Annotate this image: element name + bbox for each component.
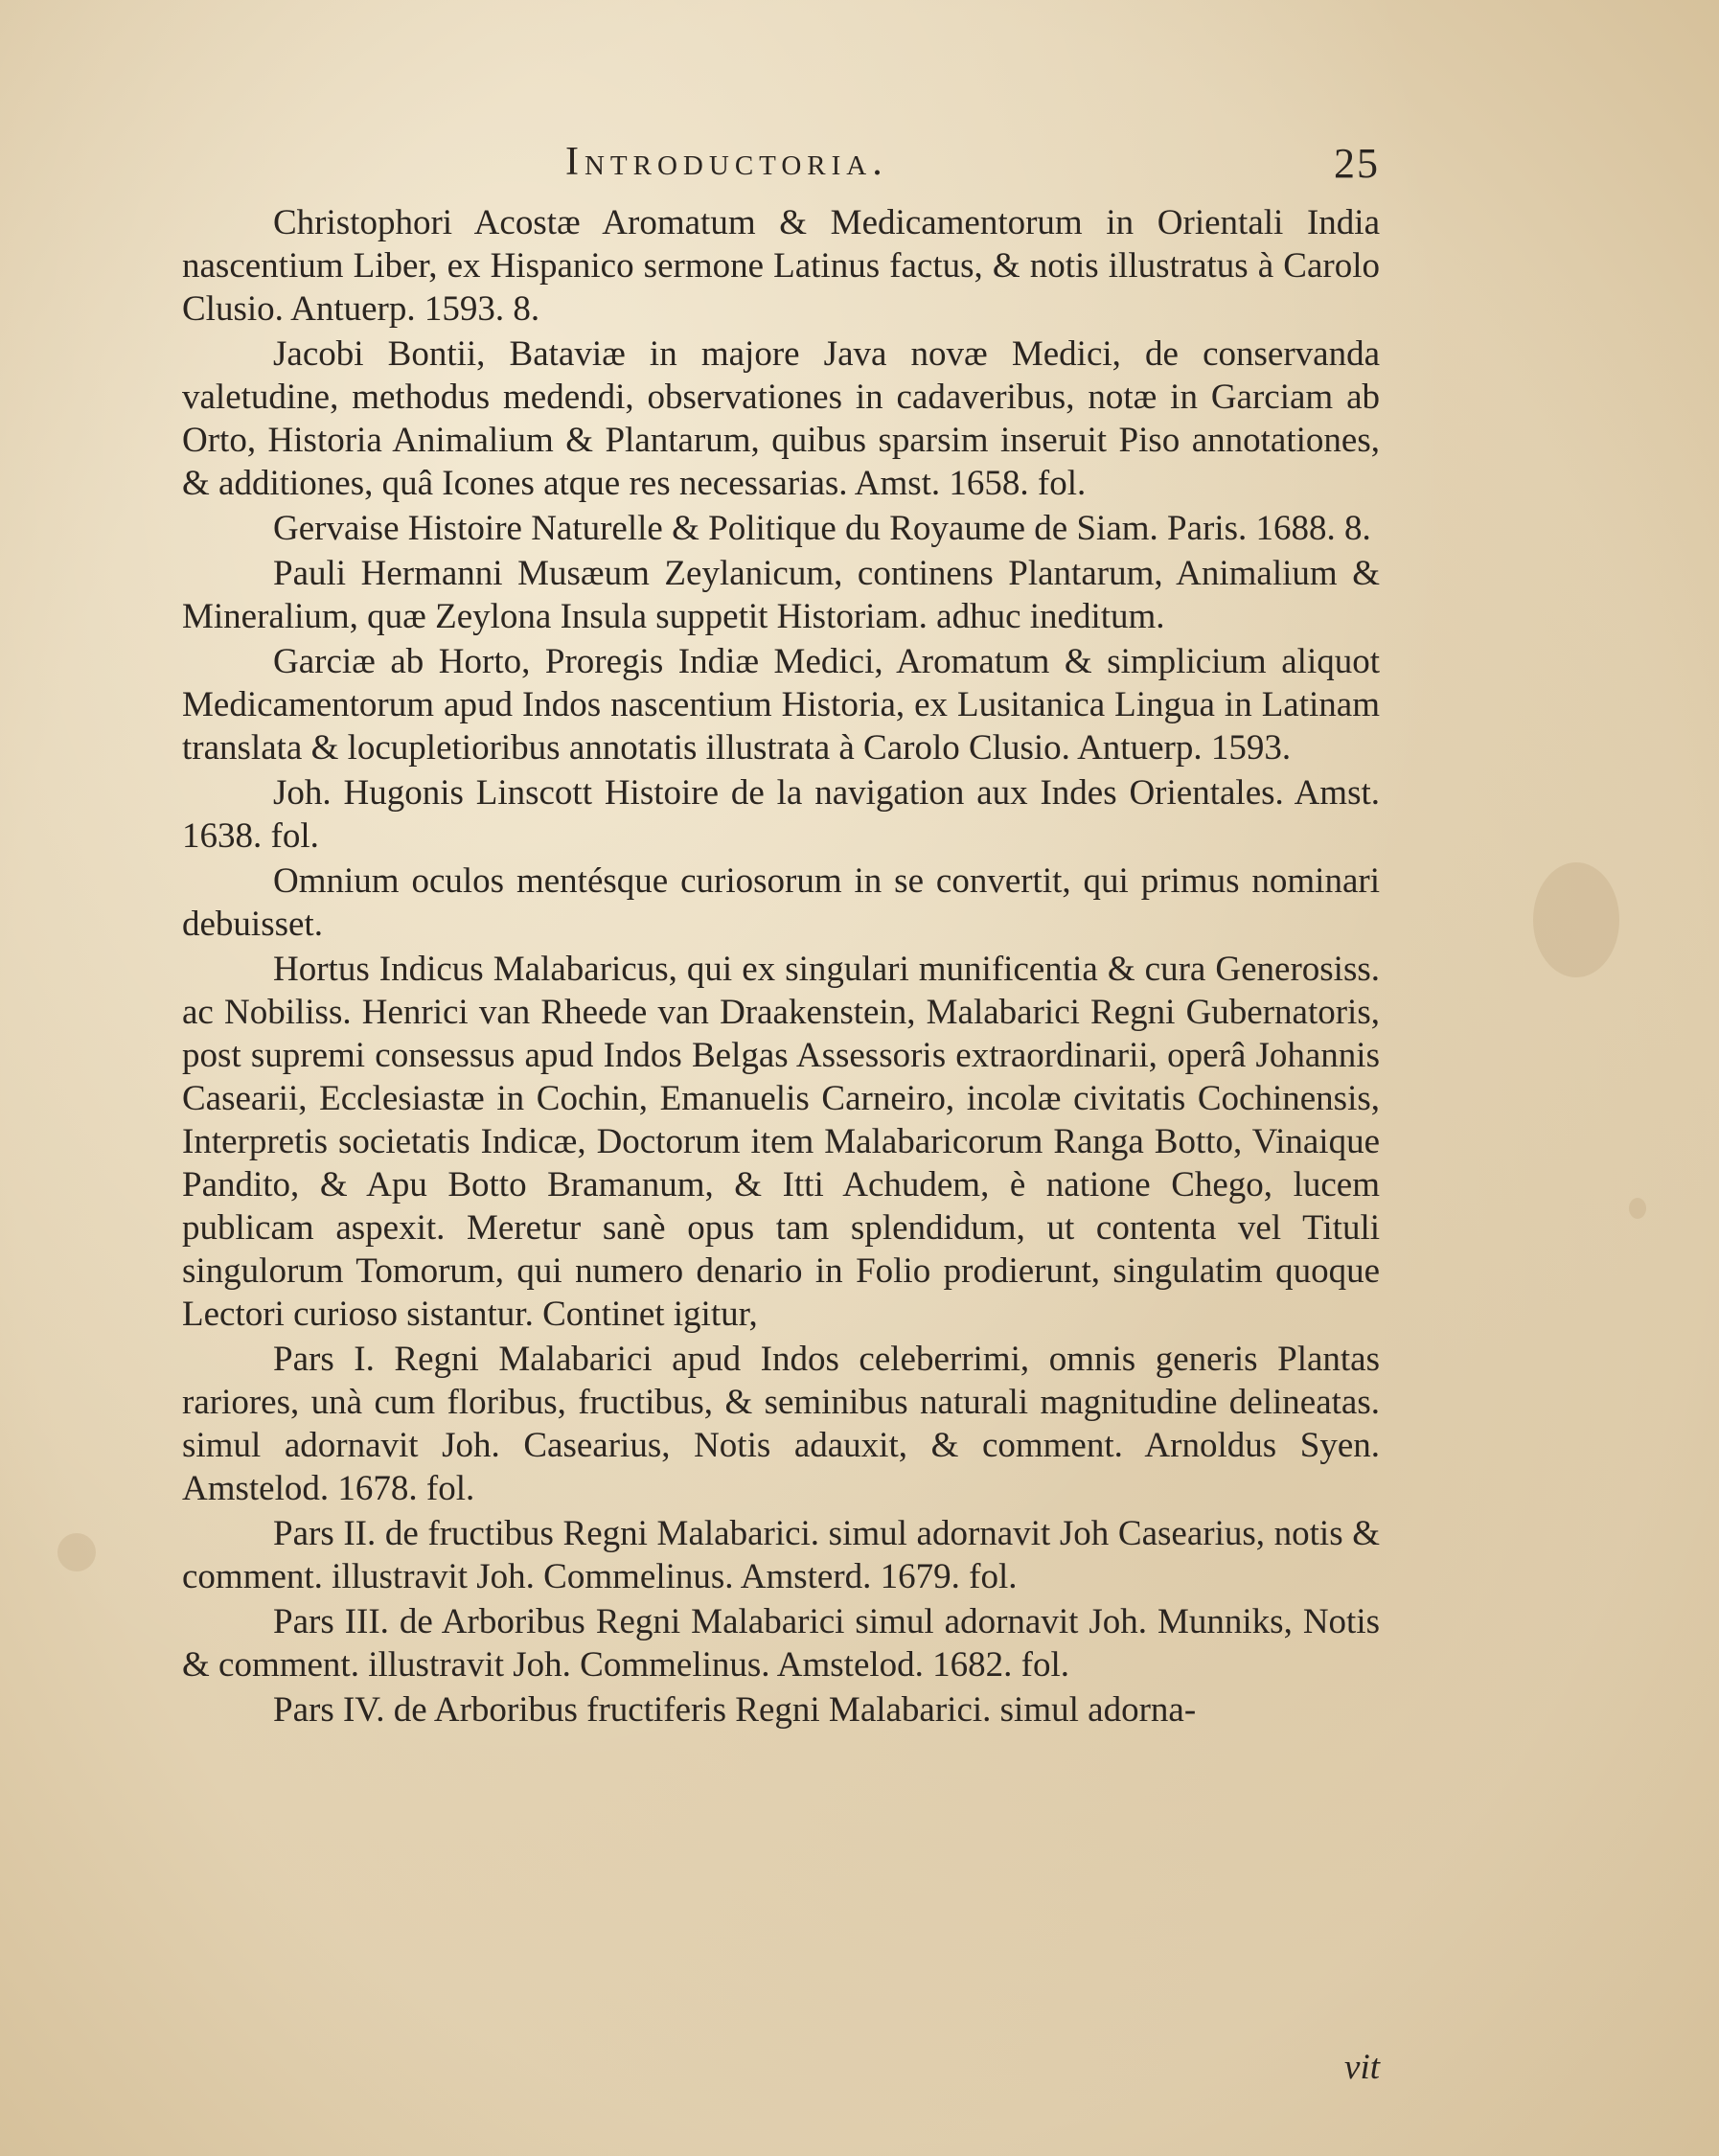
paragraph-pars-1: Pars I. Regni Malabarici apud Indos celeberrimi, omnis generis Plantas rariores, unà cum floribus, fructibus, & seminibus naturali magnitudine delineatas. simul adornavit Joh. Casearius, Notis adauxit, & comment. Arnoldus Syen. Amstelod. 1678. fol. — [182, 1340, 1380, 1508]
paragraph-pars-4: Pars IV. de Arboribus fructiferis Regni Malabarici. simul adorna- — [273, 1690, 1197, 1730]
paragraph-linscott: Joh. Hugonis Linscott Histoire de la navigation aux Indes Orientales. Amst. 1638. fol. — [182, 773, 1380, 856]
paragraph-hortus: Hortus Indicus Malabaricus, qui ex singulari munificentia & cura Generosiss. ac Nobiliss. Henrici van Rheede van Draakenstein, Malabarici Regni Gubernatoris, post supremi consessus apud Indos Belgas Assessoris extraordinarii, operâ Johannis Casearii, Ecclesiastæ in Cochin, Emanuelis Carneiro, incolæ civitatis Cochinensis, Interpretis societatis Indicæ, Doctorum item Malabaricorum Ranga Botto, Vinaique Pandito, & Apu Botto Bramanum, & Itti Achudem, è natione Chego, lucem publicam aspexit. Meretur sanè opus tam splendidum, ut contenta vel Tituli singulorum Tomorum, qui numero denario in Folio prodierunt, singulatim quoque Lectori curioso sistantur. Continet igitur, — [182, 950, 1380, 1334]
paper-stain — [1629, 1198, 1646, 1219]
catchword: vit — [1344, 2048, 1380, 2087]
paragraph-bontius: Jacobi Bontii, Bataviæ in majore Java novæ Medici, de conservanda valetudine, methodus medendi, observationes in cadaveribus, notæ in Garciam ab Orto, Historia Animalium & Plantarum, quibus sparsim inseruit Piso annotationes, & additiones, quâ Icones atque res necessarias. Amst. 1658. fol. — [182, 334, 1380, 503]
page-header-title: Introductoria. — [565, 140, 888, 184]
paragraph-garcia: Garciæ ab Horto, Proregis Indiæ Medici, Aromatum & simplicium aliquot Medicamentorum apud Indos nascentium Historia, ex Lusitanica Lingua in Latinam translata & locupletioribus annotatis illustrata à Carolo Clusio. Antuerp. 1593. — [182, 642, 1380, 768]
paragraph-gervaise: Gervaise Histoire Naturelle & Politique du Royaume de Siam. Paris. 1688. 8. — [273, 509, 1371, 548]
paper-stain — [57, 1533, 96, 1571]
page-number: 25 — [1334, 140, 1380, 187]
page-body — [182, 201, 1380, 1732]
running-head — [182, 139, 1380, 196]
paragraph-acosta: Christophori Acostæ Aromatum & Medicamentorum in Orientali India nascentium Liber, ex Hispanico sermone Latinus factus, & notis illustratus à Carolo Clusio. Antuerp. 1593. 8. — [182, 203, 1380, 329]
paragraph-pars-3: Pars III. de Arboribus Regni Malabarici simul adornavit Joh. Munniks, Notis & comment. illustravit Joh. Commelinus. Amstelod. 1682. fol. — [182, 1602, 1380, 1685]
paragraph-pars-2: Pars II. de fructibus Regni Malabarici. simul adornavit Joh Casearius, notis & comment. illustravit Joh. Commelinus. Amsterd. 1679. fol. — [182, 1514, 1380, 1596]
paper-stain — [1533, 862, 1619, 977]
paragraph-omnium: Omnium oculos mentésque curiosorum in se convertit, qui primus nominari debuisset. — [182, 861, 1380, 944]
paragraph-hermann: Pauli Hermanni Musæum Zeylanicum, continens Plantarum, Animalium & Mineralium, quæ Zeylona Insula suppetit Historiam. adhuc ineditum. — [182, 554, 1380, 636]
